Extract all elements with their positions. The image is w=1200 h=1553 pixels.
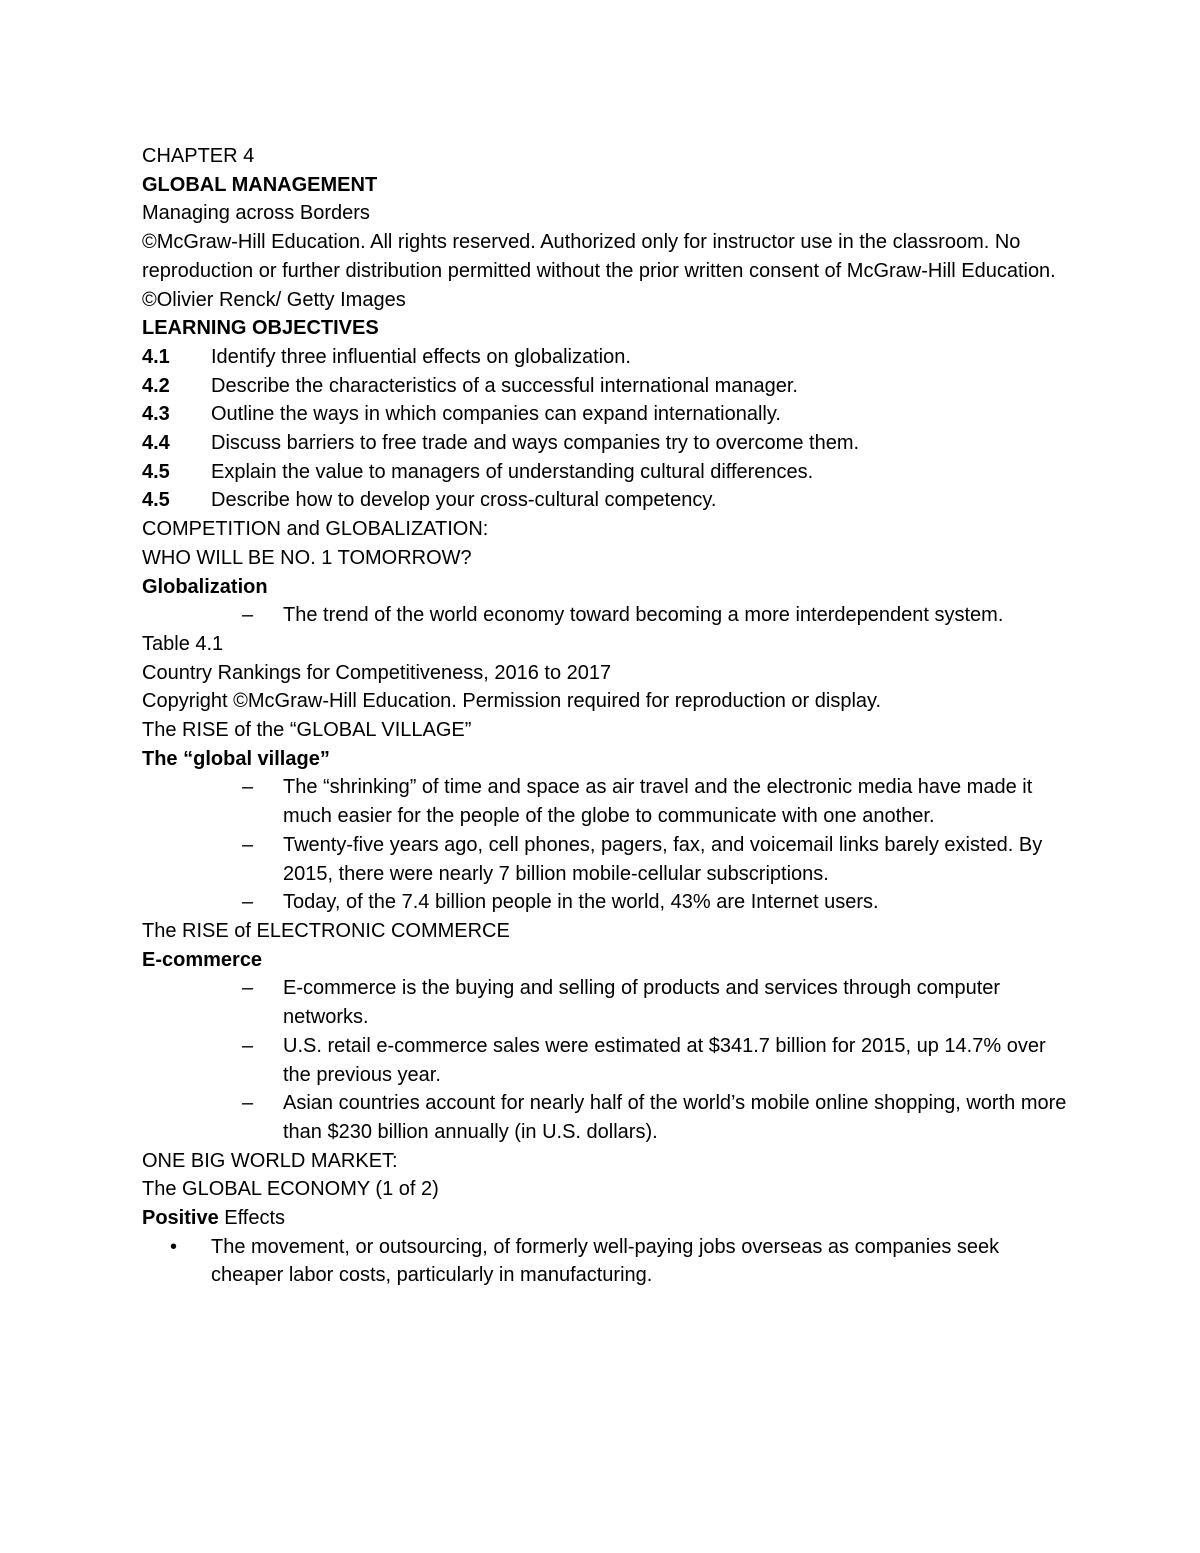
objective-number: 4.4 xyxy=(142,432,170,455)
objective-item xyxy=(142,429,1080,458)
section-heading: WHO WILL BE NO. 1 TOMORROW? xyxy=(142,546,472,569)
objective-item xyxy=(142,486,1080,515)
objective-number: 4.1 xyxy=(142,345,170,368)
chapter-title: GLOBAL MANAGEMENT xyxy=(142,173,378,196)
dash-item xyxy=(142,773,1080,830)
table-title: Country Rankings for Competitiveness, 2016 to 2017 xyxy=(142,661,612,684)
dash-marker: – xyxy=(242,776,254,799)
objective-text: Describe the characteristics of a successful international manager. xyxy=(211,374,798,397)
dash-marker: – xyxy=(242,977,254,1000)
bullet-item-text: The movement, or outsourcing, of formerly well-paying jobs overseas as companies seek cheaper labor costs, particularly in manufacturing. xyxy=(211,1235,1000,1287)
dash-marker: – xyxy=(242,891,254,914)
objective-number: 4.5 xyxy=(142,460,170,483)
dash-marker: – xyxy=(242,604,254,627)
objective-item xyxy=(142,458,1080,487)
dash-item-text: E-commerce is the buying and selling of products and services through computer networks. xyxy=(283,977,1001,1029)
objective-item xyxy=(142,372,1080,401)
objective-text: Discuss barriers to free trade and ways companies try to overcome them. xyxy=(211,432,860,455)
table-copyright: Copyright ©McGraw-Hill Education. Permission required for reproduction or display. xyxy=(142,690,882,713)
objectives-heading: LEARNING OBJECTIVES xyxy=(142,317,379,340)
bullet-item xyxy=(142,1233,1080,1290)
dash-item xyxy=(142,601,1080,630)
dash-marker: – xyxy=(242,1034,254,1057)
chapter-label: CHAPTER 4 xyxy=(142,145,255,167)
section-heading: The RISE of ELECTRONIC COMMERCE xyxy=(142,919,510,942)
term-heading: E-commerce xyxy=(142,948,263,971)
objective-number: 4.5 xyxy=(142,489,170,512)
dash-item-text: Today, of the 7.4 billion people in the world, 43% are Internet users. xyxy=(283,891,879,914)
dash-item xyxy=(142,888,1080,917)
term-heading: Globalization xyxy=(142,575,268,598)
dash-item-text: Twenty-five years ago, cell phones, pagers, fax, and voicemail links barely existed. By 2015, there were nearly 7 billion mobile-cellular subscriptions. xyxy=(283,833,1043,885)
objectives-list xyxy=(142,343,1080,515)
dash-marker: – xyxy=(242,833,254,856)
section-heading: The GLOBAL ECONOMY (1 of 2) xyxy=(142,1178,439,1201)
dash-marker: – xyxy=(242,1092,254,1115)
objective-item xyxy=(142,343,1080,372)
term-heading: The “global village” xyxy=(142,747,330,770)
bullet-marker: • xyxy=(170,1235,178,1258)
objective-text: Identify three influential effects on globalization. xyxy=(211,345,631,368)
section-heading: The RISE of the “GLOBAL VILLAGE” xyxy=(142,719,472,742)
objective-text: Describe how to develop your cross-cultural competency. xyxy=(211,489,717,512)
chapter-subtitle: Managing across Borders xyxy=(142,202,370,225)
objective-number: 4.3 xyxy=(142,403,170,426)
dash-item xyxy=(142,974,1080,1031)
dash-item-text: The trend of the world economy toward becoming a more interdependent system. xyxy=(283,604,1004,627)
dash-item xyxy=(142,831,1080,888)
table-label: Table 4.1 xyxy=(142,632,224,655)
dash-item-text: Asian countries account for nearly half of the world’s mobile online shopping, worth more than $230 billion annually (in U.S. dollars). xyxy=(283,1092,1067,1143)
effects-heading-bold: Positive xyxy=(142,1207,219,1230)
section-heading: ONE BIG WORLD MARKET: xyxy=(142,1149,398,1172)
dash-item-text: U.S. retail e-commerce sales were estimated at $341.7 billion for 2015, up 14.7% over the previous year. xyxy=(283,1034,1046,1086)
dash-item xyxy=(142,1032,1080,1089)
copyright-notice: ©McGraw-Hill Education. All rights reserved. Authorized only for instructor use in the classroom. No reproduction or further distribution permitted without the prior written consent of McGraw-Hill Education. xyxy=(142,231,1056,282)
objective-text: Explain the value to managers of understanding cultural differences. xyxy=(211,460,814,483)
photo-credit: ©Olivier Renck/ Getty Images xyxy=(142,288,406,311)
objective-item xyxy=(142,400,1080,429)
section-heading: COMPETITION and GLOBALIZATION: xyxy=(142,518,489,541)
dash-item-text: The “shrinking” of time and space as air travel and the electronic media have made it much easier for the people of the globe to communicate with one another. xyxy=(283,776,1033,828)
effects-heading xyxy=(142,1204,1080,1233)
dash-item xyxy=(142,1089,1080,1146)
objective-text: Outline the ways in which companies can expand internationally. xyxy=(211,403,781,426)
objective-number: 4.2 xyxy=(142,374,170,397)
effects-heading-rest: Effects xyxy=(218,1207,286,1230)
